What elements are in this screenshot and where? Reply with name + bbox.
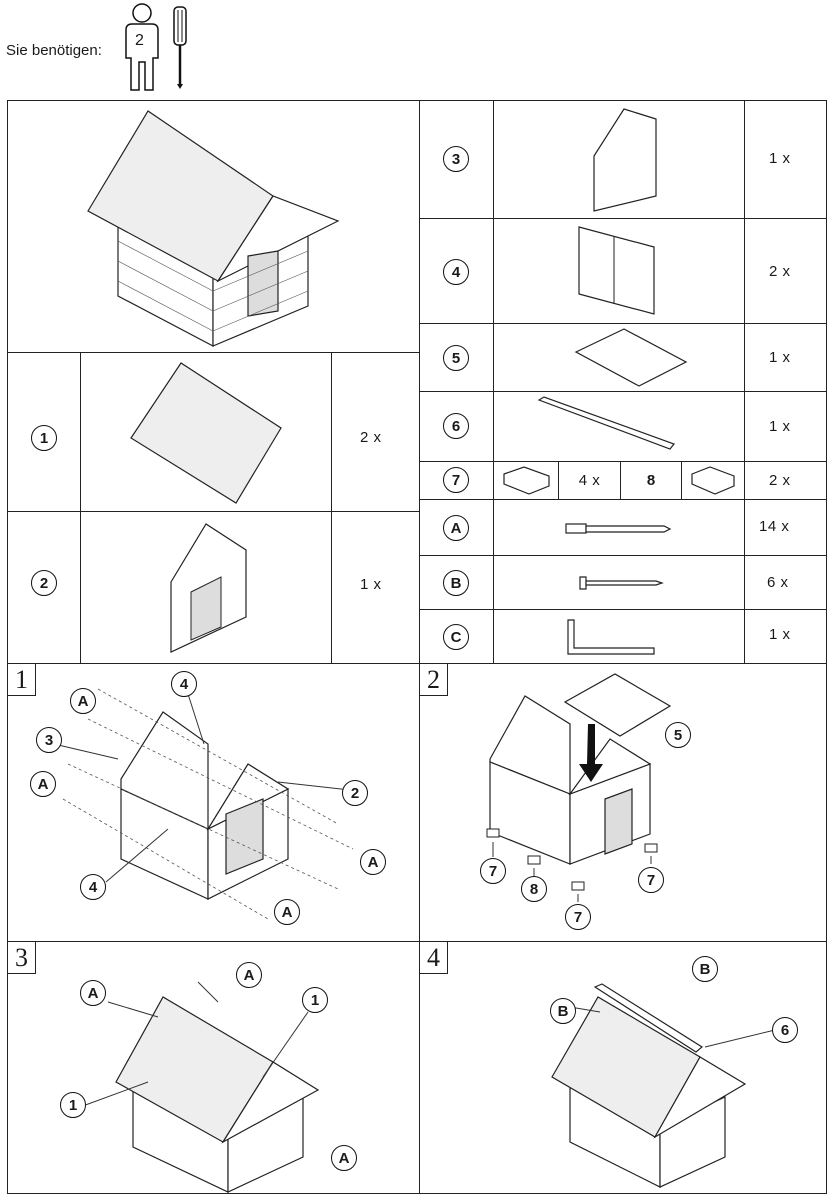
part-qty: 2 x <box>769 472 791 489</box>
callout-badge: 7 <box>480 858 506 884</box>
step-3-illustration <box>8 942 421 1195</box>
tools-needed-label: Sie benötigen: <box>6 42 102 59</box>
part-row-c-image-cell <box>493 609 745 664</box>
part-row-8-id-cell <box>620 461 682 500</box>
callout-badge: 4 <box>80 874 106 900</box>
part-row-b-id-cell <box>419 555 494 610</box>
part-row-4-image-cell <box>493 218 745 324</box>
callout-badge: 2 <box>342 780 368 806</box>
part-row-a-qty-cell <box>744 499 827 556</box>
part-row-4-qty-cell <box>744 218 827 324</box>
floor-plate-illustration <box>494 324 746 393</box>
callout-badge: A <box>80 980 106 1006</box>
part-row-1-id-cell <box>7 352 81 512</box>
step-2-illustration <box>420 664 828 943</box>
part-id-badge: B <box>443 570 469 596</box>
part-row-c-qty-cell <box>744 609 827 664</box>
callout-badge: B <box>692 956 718 982</box>
part-id-badge: 1 <box>31 425 57 451</box>
part-row-6-qty-cell <box>744 391 827 462</box>
part-id-badge: 7 <box>443 467 469 493</box>
part-row-6-id-cell <box>419 391 494 462</box>
step-1-panel <box>7 663 420 942</box>
ridge-strip-illustration <box>494 392 746 463</box>
long-screw-illustration <box>494 500 746 557</box>
part-row-3-qty-cell <box>744 100 827 219</box>
step-2-panel <box>419 663 827 942</box>
part-qty: 1 x <box>769 349 791 366</box>
callout-badge: A <box>30 771 56 797</box>
part-id-badge: A <box>443 515 469 541</box>
part-row-1-image-cell <box>80 352 332 512</box>
part-row-a-image-cell <box>493 499 745 556</box>
part-row-c-id-cell <box>419 609 494 664</box>
callout-badge: A <box>70 688 96 714</box>
part-row-8-image-cell <box>681 461 745 500</box>
side-wall-illustration <box>494 219 746 325</box>
part-row-5-id-cell <box>419 323 494 392</box>
part-row-5-image-cell <box>493 323 745 392</box>
part-qty: 6 x <box>767 574 789 591</box>
step-3-panel <box>7 941 420 1194</box>
callout-badge: 4 <box>171 671 197 697</box>
callout-badge: B <box>550 998 576 1024</box>
part-row-8-qty-cell <box>744 461 827 500</box>
part-qty: 1 x <box>769 418 791 435</box>
callout-badge: 6 <box>772 1017 798 1043</box>
part-row-6-image-cell <box>493 391 745 462</box>
part-id-label: 8 <box>646 472 656 489</box>
callout-badge: 1 <box>60 1092 86 1118</box>
roof-panel-illustration <box>81 353 333 513</box>
part-row-b-qty-cell <box>744 555 827 610</box>
part-row-4-id-cell <box>419 218 494 324</box>
small-foot-block-illustration <box>682 462 746 501</box>
doghouse-overview-illustration <box>8 101 421 354</box>
part-id-badge: 3 <box>443 146 469 172</box>
part-row-7-image-cell <box>493 461 559 500</box>
part-row-5-qty-cell <box>744 323 827 392</box>
part-row-a-id-cell <box>419 499 494 556</box>
callout-badge: A <box>360 849 386 875</box>
callout-badge: 5 <box>665 722 691 748</box>
part-qty: 2 x <box>360 429 382 446</box>
persons-count: 2 <box>135 32 144 49</box>
front-wall-illustration <box>81 512 333 665</box>
callout-badge: 8 <box>521 876 547 902</box>
part-row-2-qty-cell <box>331 511 420 664</box>
part-qty: 1 x <box>769 150 791 167</box>
step-number: 2 <box>420 664 448 696</box>
part-row-2-image-cell <box>80 511 332 664</box>
part-qty: 1 x <box>769 626 791 643</box>
part-row-2-id-cell <box>7 511 81 664</box>
step-number: 3 <box>8 942 36 974</box>
callout-badge: A <box>236 962 262 988</box>
part-row-1-qty-cell <box>331 352 420 512</box>
callout-badge: 1 <box>302 987 328 1013</box>
person-icon <box>122 2 162 92</box>
back-wall-illustration <box>494 101 746 220</box>
step-4-panel <box>419 941 827 1194</box>
callout-badge: A <box>331 1145 357 1171</box>
callout-badge: 7 <box>638 867 664 893</box>
callout-badge: A <box>274 899 300 925</box>
part-id-badge: 2 <box>31 570 57 596</box>
part-id-badge: 6 <box>443 413 469 439</box>
part-id-badge: C <box>443 624 469 650</box>
step-number: 1 <box>8 664 36 696</box>
part-row-3-id-cell <box>419 100 494 219</box>
allen-key-illustration <box>494 610 746 665</box>
short-screw-illustration <box>494 556 746 611</box>
callout-badge: 7 <box>565 904 591 930</box>
part-qty: 1 x <box>360 576 382 593</box>
part-qty: 4 x <box>578 472 601 489</box>
part-id-badge: 5 <box>443 345 469 371</box>
part-row-7-id-cell <box>419 461 494 500</box>
callout-badge: 3 <box>36 727 62 753</box>
part-row-b-image-cell <box>493 555 745 610</box>
overview-cell <box>7 100 420 353</box>
foot-block-illustration <box>494 462 560 501</box>
step-4-illustration <box>420 942 828 1195</box>
screwdriver-icon <box>170 6 190 90</box>
part-qty: 2 x <box>769 263 791 280</box>
part-row-3-image-cell <box>493 100 745 219</box>
step-number: 4 <box>420 942 448 974</box>
part-row-7-qty-cell <box>558 461 621 500</box>
part-id-badge: 4 <box>443 259 469 285</box>
part-qty: 14 x <box>759 518 790 535</box>
